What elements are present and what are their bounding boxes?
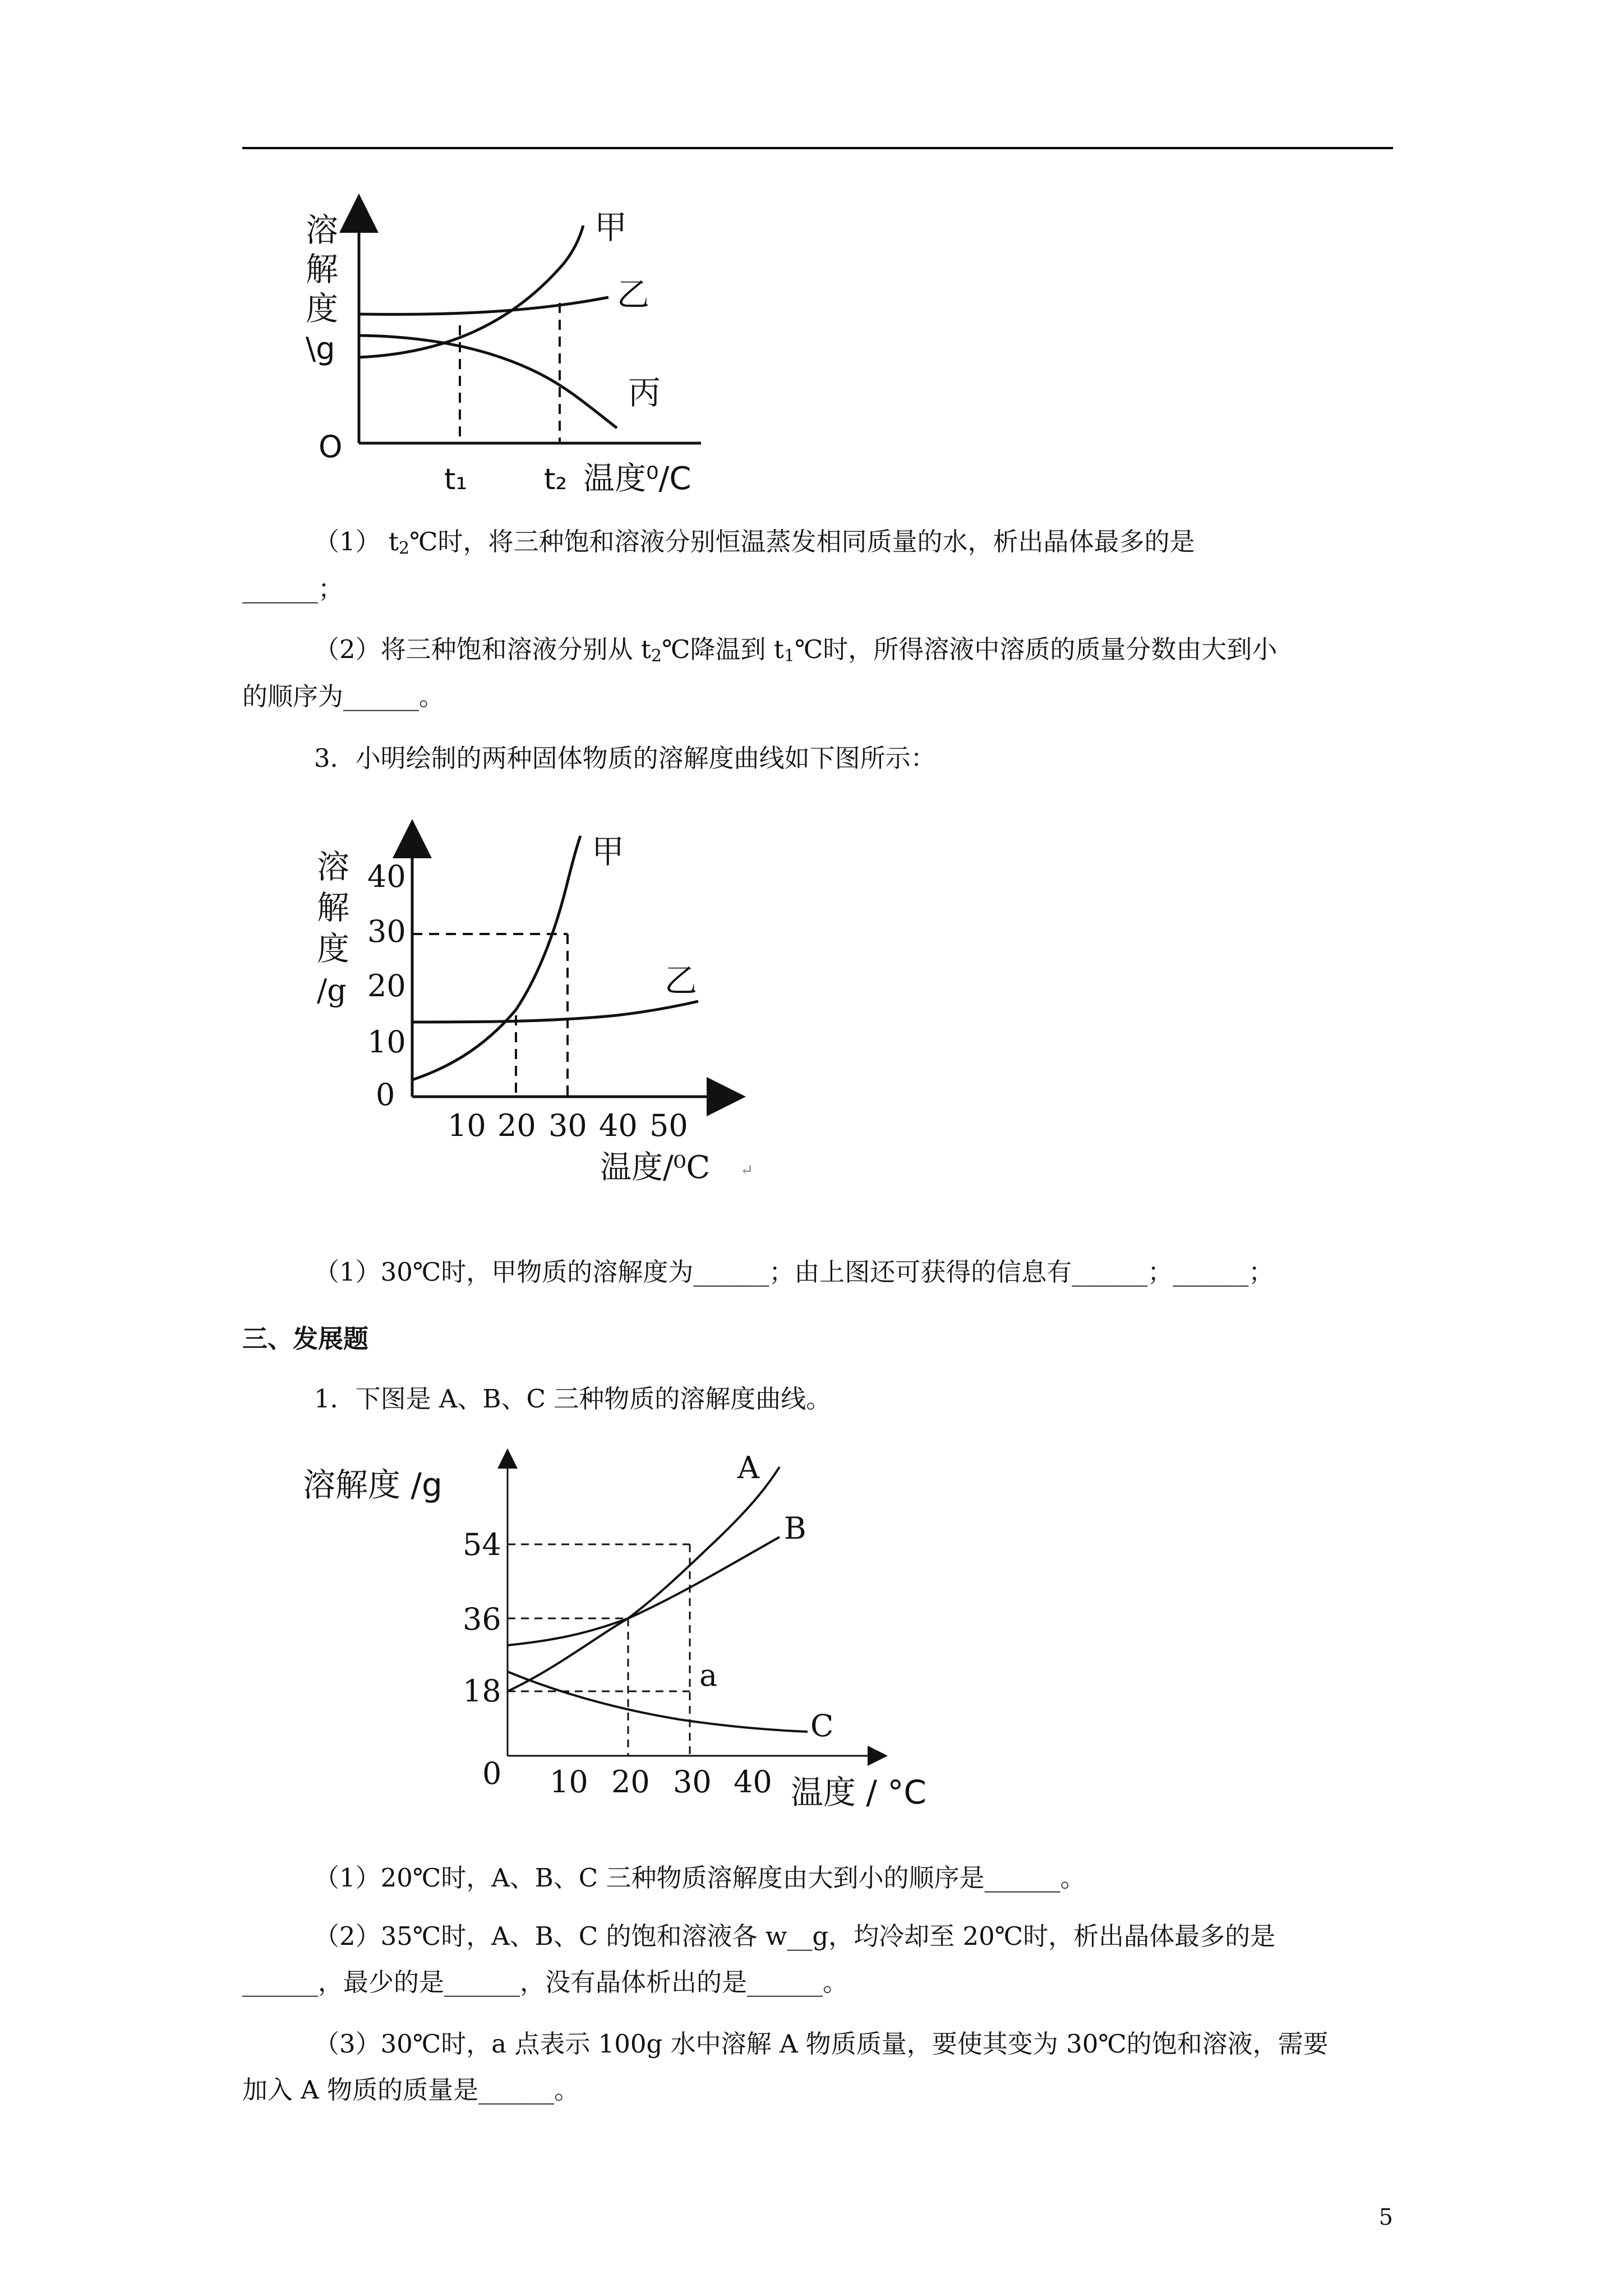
q2-2-line1: （2）将三种饱和溶液分别从 $t_2℃$降温到 $t_1℃$时，所得溶液中溶质的质量分数由大到小 [314,634,1278,666]
curve-label-jia: 甲 [592,832,625,871]
x-tick-10: 10 [550,1764,588,1800]
x-tick-40: 40 [734,1764,772,1800]
return-mark: ↵ [740,1161,754,1179]
q3-1: （1）30℃时，甲物质的溶解度为______；由上图还可获得的信息有______；______； [314,1257,1274,1287]
y-tick-10: 10 [367,1024,406,1060]
page-number: 5 [1378,2205,1393,2230]
curve-label-bing: 丙 [628,374,661,412]
x-tick-30: 30 [548,1108,587,1143]
q2-2-line2: 的顺序为______。 [242,682,445,711]
y-label-char-1: 溶 [317,848,350,886]
x-tick-30: 30 [673,1764,712,1800]
curve-label-b: B [784,1511,806,1546]
x-tick-20: 20 [611,1764,650,1800]
x-axis-label: 温度/⁰C [600,1149,711,1186]
curve-label-jia: 甲 [594,208,628,246]
solubility-chart-2 [308,825,757,1184]
x-tick-50: 50 [649,1108,688,1143]
q2-1-line2: ______； [242,574,344,604]
curve-a [508,1467,780,1691]
curve-c [508,1672,808,1732]
section-3-title: 三、发展题 [242,1324,369,1354]
x-tick-40: 40 [599,1108,638,1143]
y-tick-18: 18 [463,1673,501,1709]
q3-intro: 3．小明绘制的两种固体物质的溶解度曲线如下图所示： [314,743,936,773]
y-tick-20: 20 [367,968,406,1004]
x-axis-label: 温度 / °C [791,1773,926,1811]
y-label-char-3: 度 [317,930,350,968]
point-label-a: a [699,1658,718,1693]
y-label-char-2: 解 [317,889,350,927]
y-tick-54: 54 [463,1527,501,1562]
curve-label-yi: 乙 [665,961,698,1000]
d1-1: （1）20℃时，A、B、C 三种物质溶解度由大到小的顺序是______。 [314,1863,1086,1893]
curve-yi [412,1001,698,1022]
x-tick-t1: t₁ [444,463,468,496]
y-label-char-1: 溶 [306,211,339,249]
d1-intro: 1．下图是 A、B、C 三种物质的溶解度曲线。 [314,1384,832,1414]
solubility-chart-3 [297,1444,970,1826]
d1-3-line2: 加入 A 物质的质量是______。 [242,2075,580,2105]
curve-label-a: A [737,1450,759,1485]
curve-b [508,1537,780,1645]
curve-bing [359,335,617,428]
y-label-char-4: \g [306,331,335,366]
x-axis-label: 温度⁰/C [583,461,691,497]
y-label-char-3: 度 [306,289,339,328]
origin-label: O [319,429,343,464]
y-label-char-2: 解 [306,250,339,288]
curve-label-yi: 乙 [617,275,650,314]
q2-1-line1: （1） $t_2℃$时，将三种饱和溶液分别恒温蒸发相同质量的水，析出晶体最多的是 [314,527,1195,558]
header-rule [242,147,1393,149]
solubility-chart-1 [297,202,757,505]
x-tick-0: 0 [482,1756,502,1791]
curve-label-c: C [810,1708,834,1743]
y-tick-40: 40 [367,859,406,894]
curve-jia [412,836,580,1080]
x-tick-t2: t₂ [544,463,568,496]
y-label-char-4: /g [317,973,347,1008]
y-axis-label: 溶解度 /g [303,1466,442,1504]
y-tick-30: 30 [367,914,406,949]
d1-2-line2: ______，最少的是______，没有晶体析出的是______。 [242,1967,849,1997]
d1-3-line1: （3）30℃时，a 点表示 100g 水中溶解 A 物质质量，要使其变为 30℃的饱和溶液，需要 [314,2029,1329,2059]
x-tick-10: 10 [448,1108,486,1143]
curve-yi [359,297,608,314]
y-tick-36: 36 [463,1602,501,1637]
y-tick-0: 0 [376,1077,395,1112]
x-tick-20: 20 [497,1108,536,1143]
d1-2-line1: （2）35℃时，A、B、C 的饱和溶液各 w__g，均冷却至 20℃时，析出晶体最多的是 [314,1921,1276,1951]
